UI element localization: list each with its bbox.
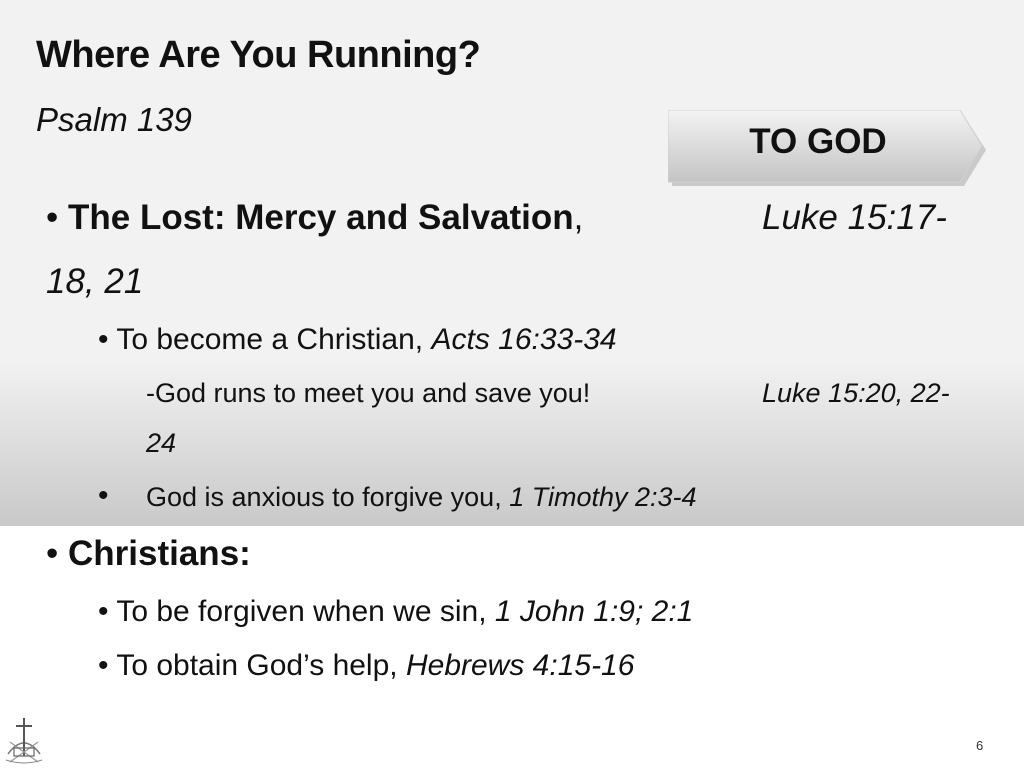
god-runs-reference-part2: 24 [146,428,177,458]
lost-reference-part2: 18, 21 [46,262,144,301]
bullet-dot: • [98,595,109,628]
become-christian-text: To become a Christian, [116,323,432,356]
bullet-anxious-dot: • [98,479,109,512]
lost-reference-part1: Luke 15:17- [762,198,947,237]
become-christian-reference: Acts 16:33-34 [431,323,617,356]
lost-comma: , [573,198,584,237]
bullet-christians [46,532,251,576]
gods-help-reference: Hebrews 4:15-16 [405,649,635,682]
christians-heading: Christians: [68,534,251,573]
slide-page-number: 6 [976,738,984,753]
bullet-dot: • [46,198,59,237]
slide-title: Where Are You Running? [36,34,481,76]
bullet-forgiven [98,592,693,632]
gods-help-text: To obtain God’s help, [116,649,406,682]
bullet-dot: • [98,649,109,682]
forgiven-reference: 1 John 1:9; 2:1 [494,595,694,628]
bullet-lost [46,196,583,240]
god-runs-text: -God runs to meet you and save you! [146,378,591,408]
bullet-become-christian [98,320,617,360]
god-runs-reference-part1: Luke 15:20, 22- [762,378,950,408]
forgiven-text: To be forgiven when we sin, [116,595,495,628]
bullet-dot: • [46,534,59,573]
slide-subtitle: Psalm 139 [36,101,192,138]
bullet-gods-help [98,646,634,686]
to-god-label: TO GOD [749,122,887,161]
anxious-reference: 1 Timothy 2:3-4 [509,482,697,512]
bullet-dot: • [98,323,109,356]
church-seal-icon [2,712,46,766]
lost-heading: The Lost: Mercy and Salvation [68,198,574,237]
anxious-text: God is anxious to forgive you, [146,482,510,512]
bullet-anxious [146,478,697,516]
